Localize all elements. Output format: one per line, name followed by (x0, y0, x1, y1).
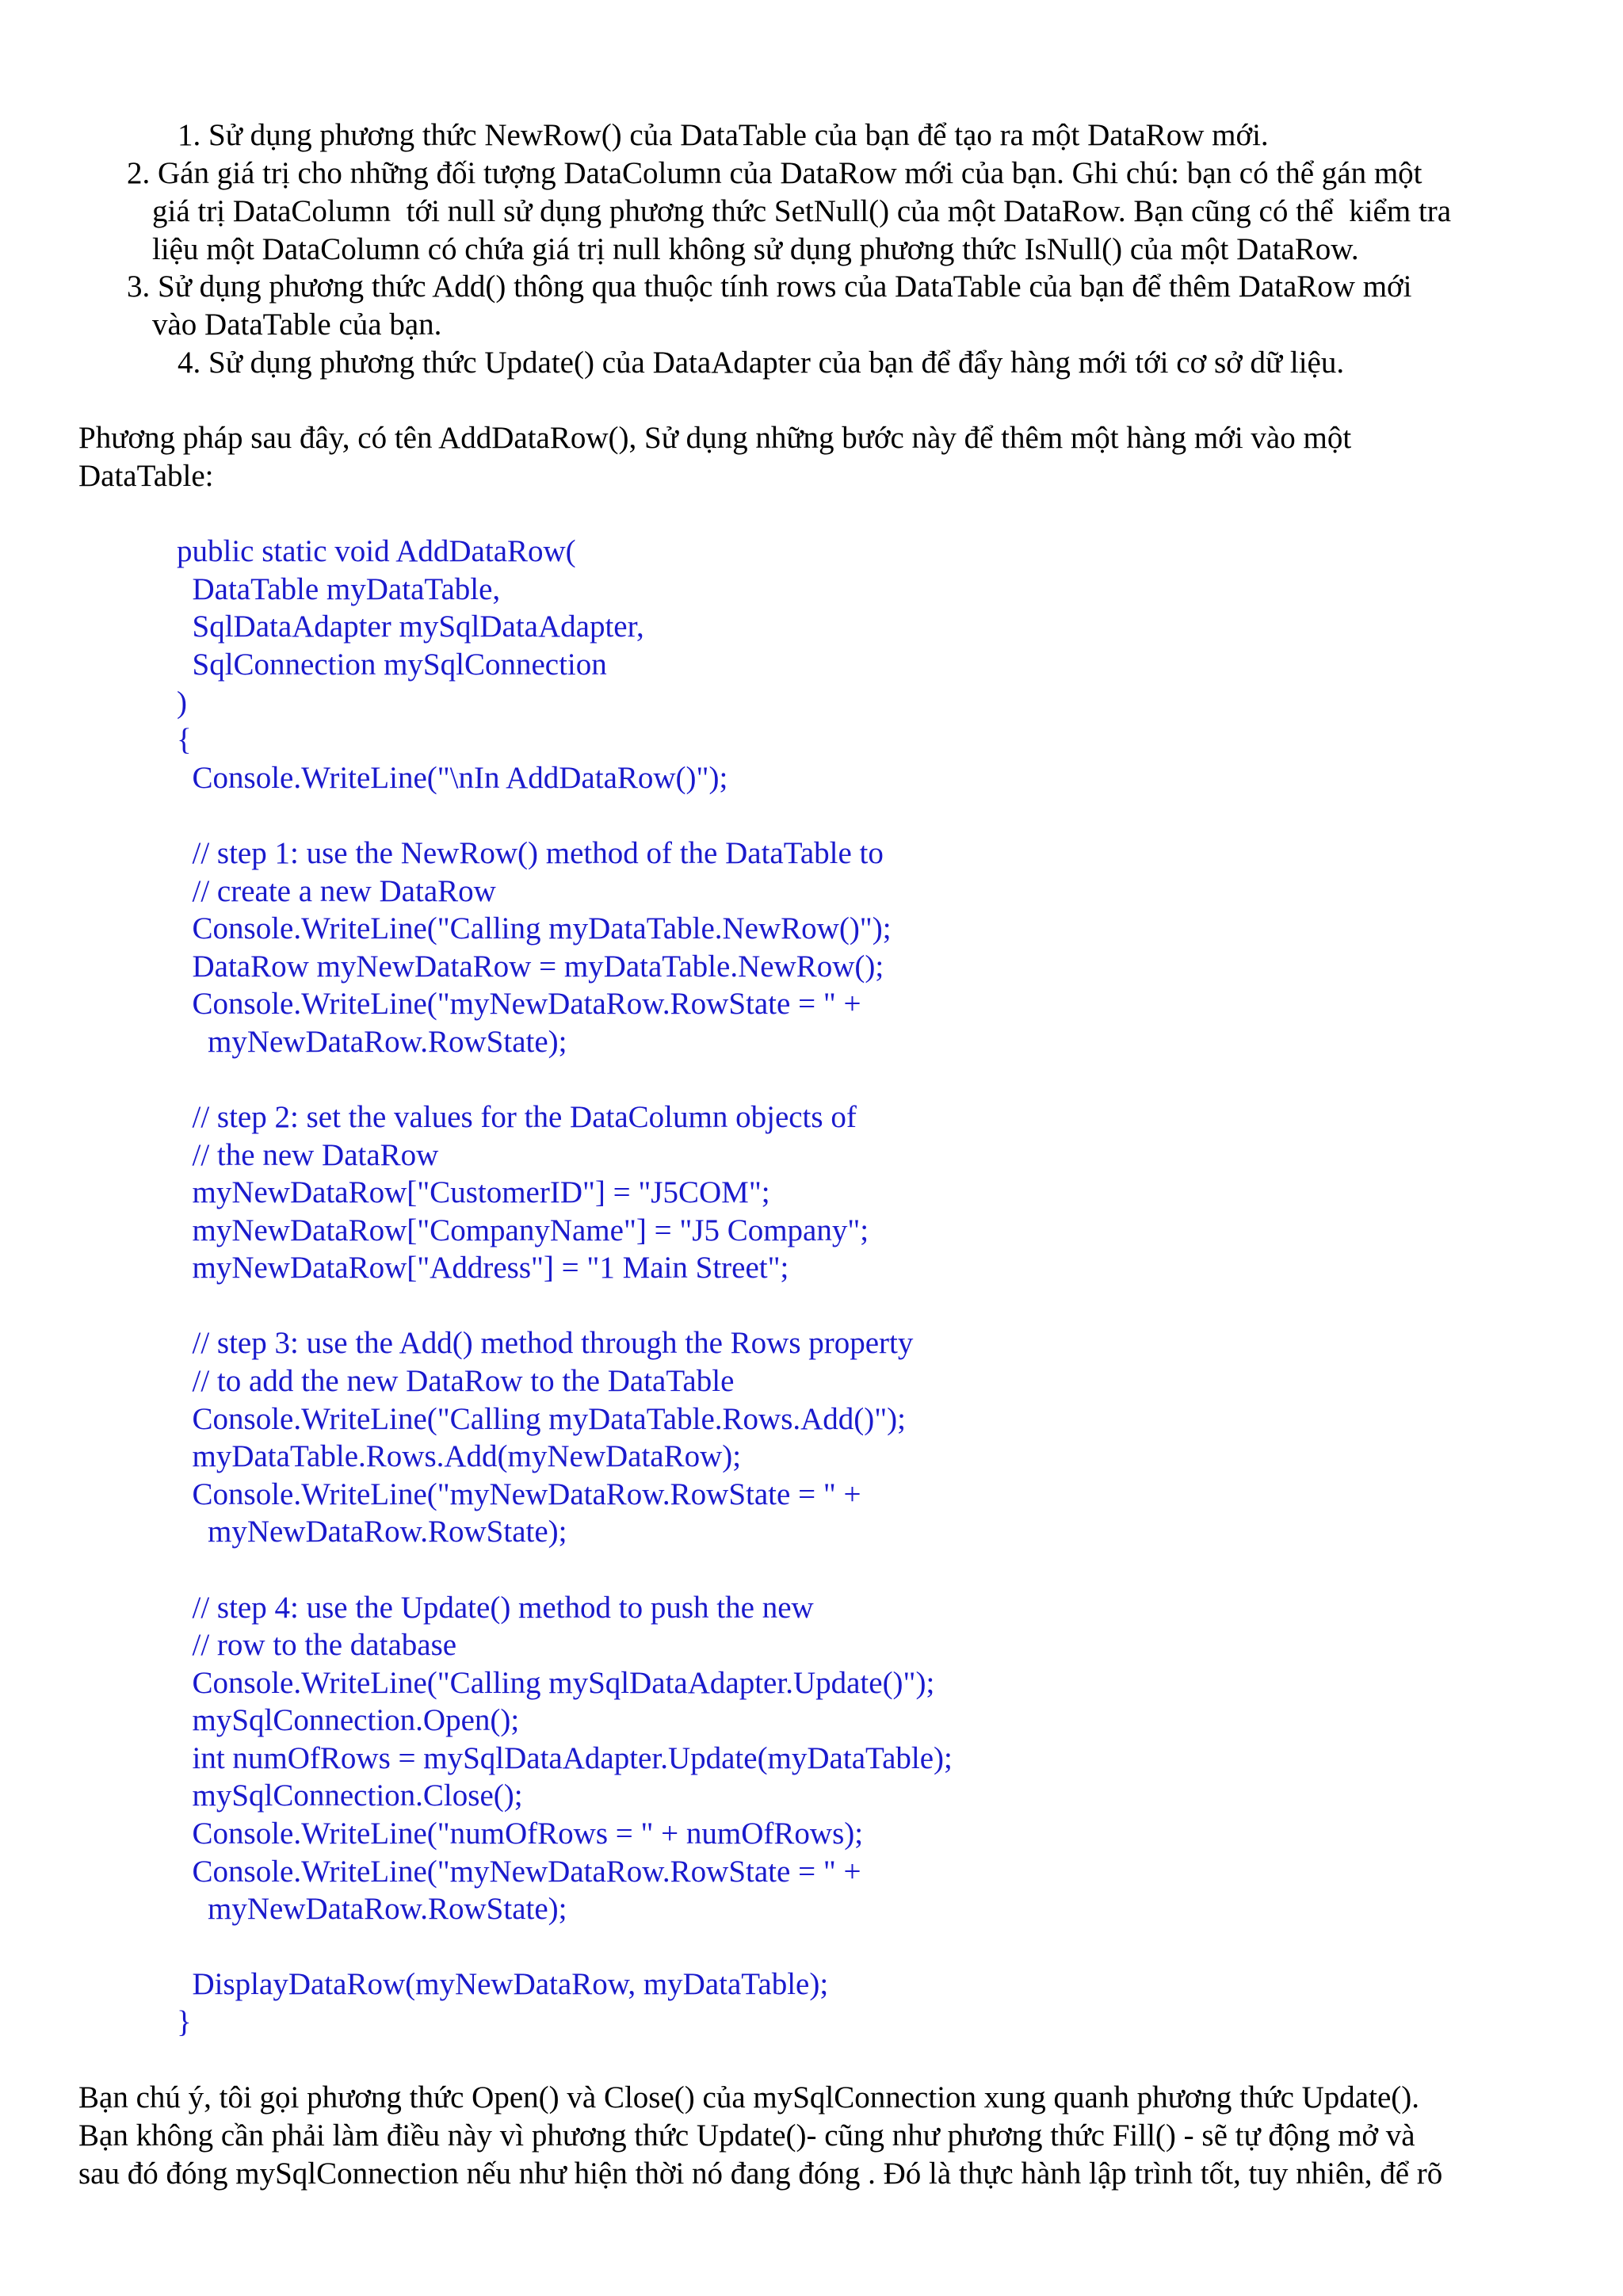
code-line: int numOfRows = mySqlDataAdapter.Update(myDataTable); (177, 1741, 953, 1775)
code-line: Console.WriteLine("myNewDataRow.RowState = " + (177, 1477, 861, 1511)
code-line: Console.WriteLine("Calling mySqlDataAdapter.Update()"); (177, 1666, 935, 1700)
code-line: Console.WriteLine("Calling myDataTable.NewRow()"); (177, 911, 892, 946)
closing-line-1: Bạn chú ý, tôi gọi phương thức Open() và Close() của mySqlConnection xung quanh phương thức Update(). (78, 2080, 1419, 2115)
step-2-line-2: giá trị DataColumn tới null sử dụng phương thức SetNull() của một DataRow. Bạn cũng có thể kiểm tra (152, 194, 1452, 228)
code-line: myNewDataRow.RowState); (177, 1025, 567, 1059)
code-comment: // create a new DataRow (177, 874, 496, 908)
code-line: mySqlConnection.Open(); (177, 1703, 520, 1737)
step-3: 3. Sử dụng phương thức Add() thông qua thuộc tính rows của DataTable của bạn để thêm DataRow mới (127, 269, 1412, 304)
code-line: Console.WriteLine("myNewDataRow.RowState = " + (177, 987, 861, 1021)
code-line: { (177, 723, 192, 757)
code-line: DataRow myNewDataRow = myDataTable.NewRow(); (177, 949, 884, 984)
code-comment: // step 2: set the values for the DataColumn objects of (177, 1100, 857, 1134)
code-line: DisplayDataRow(myNewDataRow, myDataTable); (177, 1967, 829, 2001)
step-1: 1. Sử dụng phương thức NewRow() của DataTable của bạn để tạo ra một DataRow mới. (178, 118, 1269, 152)
code-line: myNewDataRow["CompanyName"] = "J5 Company"; (177, 1213, 869, 1247)
intro-line-2: DataTable: (78, 459, 214, 493)
code-line: SqlDataAdapter mySqlDataAdapter, (177, 609, 644, 644)
code-line: Console.WriteLine("\nIn AddDataRow()"); (177, 761, 728, 795)
code-comment: // step 1: use the NewRow() method of the DataTable to (177, 836, 884, 870)
code-comment: // the new DataRow (177, 1138, 439, 1172)
code-line: Console.WriteLine("Calling myDataTable.Rows.Add()"); (177, 1402, 907, 1436)
code-line: DataTable myDataTable, (177, 572, 501, 606)
code-line: public static void AddDataRow( (177, 534, 576, 568)
code-line: myDataTable.Rows.Add(myNewDataRow); (177, 1439, 742, 1473)
code-comment: // row to the database (177, 1628, 457, 1662)
code-line: myNewDataRow["Address"] = "1 Main Street"; (177, 1251, 789, 1285)
code-comment: // to add the new DataRow to the DataTable (177, 1364, 735, 1398)
step-2-line-3: liệu một DataColumn có chứa giá trị null không sử dụng phương thức IsNull() của một DataRow. (152, 232, 1359, 266)
code-line: Console.WriteLine("myNewDataRow.RowState = " + (177, 1855, 861, 1889)
code-line: } (177, 2005, 192, 2039)
closing-line-2: Bạn không cần phải làm điều này vì phương thức Update()- cũng như phương thức Fill() - sẽ tự động mở và (78, 2118, 1415, 2153)
code-line: myNewDataRow.RowState); (177, 1892, 567, 1926)
intro-line-1: Phương pháp sau đây, có tên AddDataRow(), Sử dụng những bước này để thêm một hàng mới vào một (78, 421, 1352, 455)
step-3-line-2: vào DataTable của bạn. (152, 308, 442, 342)
code-line: myNewDataRow["CustomerID"] = "J5COM"; (177, 1175, 770, 1209)
code-comment: // step 3: use the Add() method through the Rows property (177, 1326, 914, 1360)
code-comment: // step 4: use the Update() method to push the new (177, 1591, 814, 1625)
code-line: SqlConnection mySqlConnection (177, 648, 607, 682)
code-line: mySqlConnection.Close(); (177, 1778, 523, 1813)
step-4: 4. Sử dụng phương thức Update() của DataAdapter của bạn để đẩy hàng mới tới cơ sở dữ liệu. (178, 346, 1345, 380)
code-line: myNewDataRow.RowState); (177, 1515, 567, 1549)
step-2: 2. Gán giá trị cho những đối tượng DataColumn của DataRow mới của bạn. Ghi chú: bạn có thể gán một (127, 156, 1423, 190)
code-line: ) (177, 686, 187, 720)
code-line: Console.WriteLine("numOfRows = " + numOfRows); (177, 1817, 864, 1851)
closing-line-3: sau đó đóng mySqlConnection nếu như hiện thời nó đang đóng . Đó là thực hành lập trình tốt, tuy nhiên, để rõ (78, 2157, 1443, 2191)
